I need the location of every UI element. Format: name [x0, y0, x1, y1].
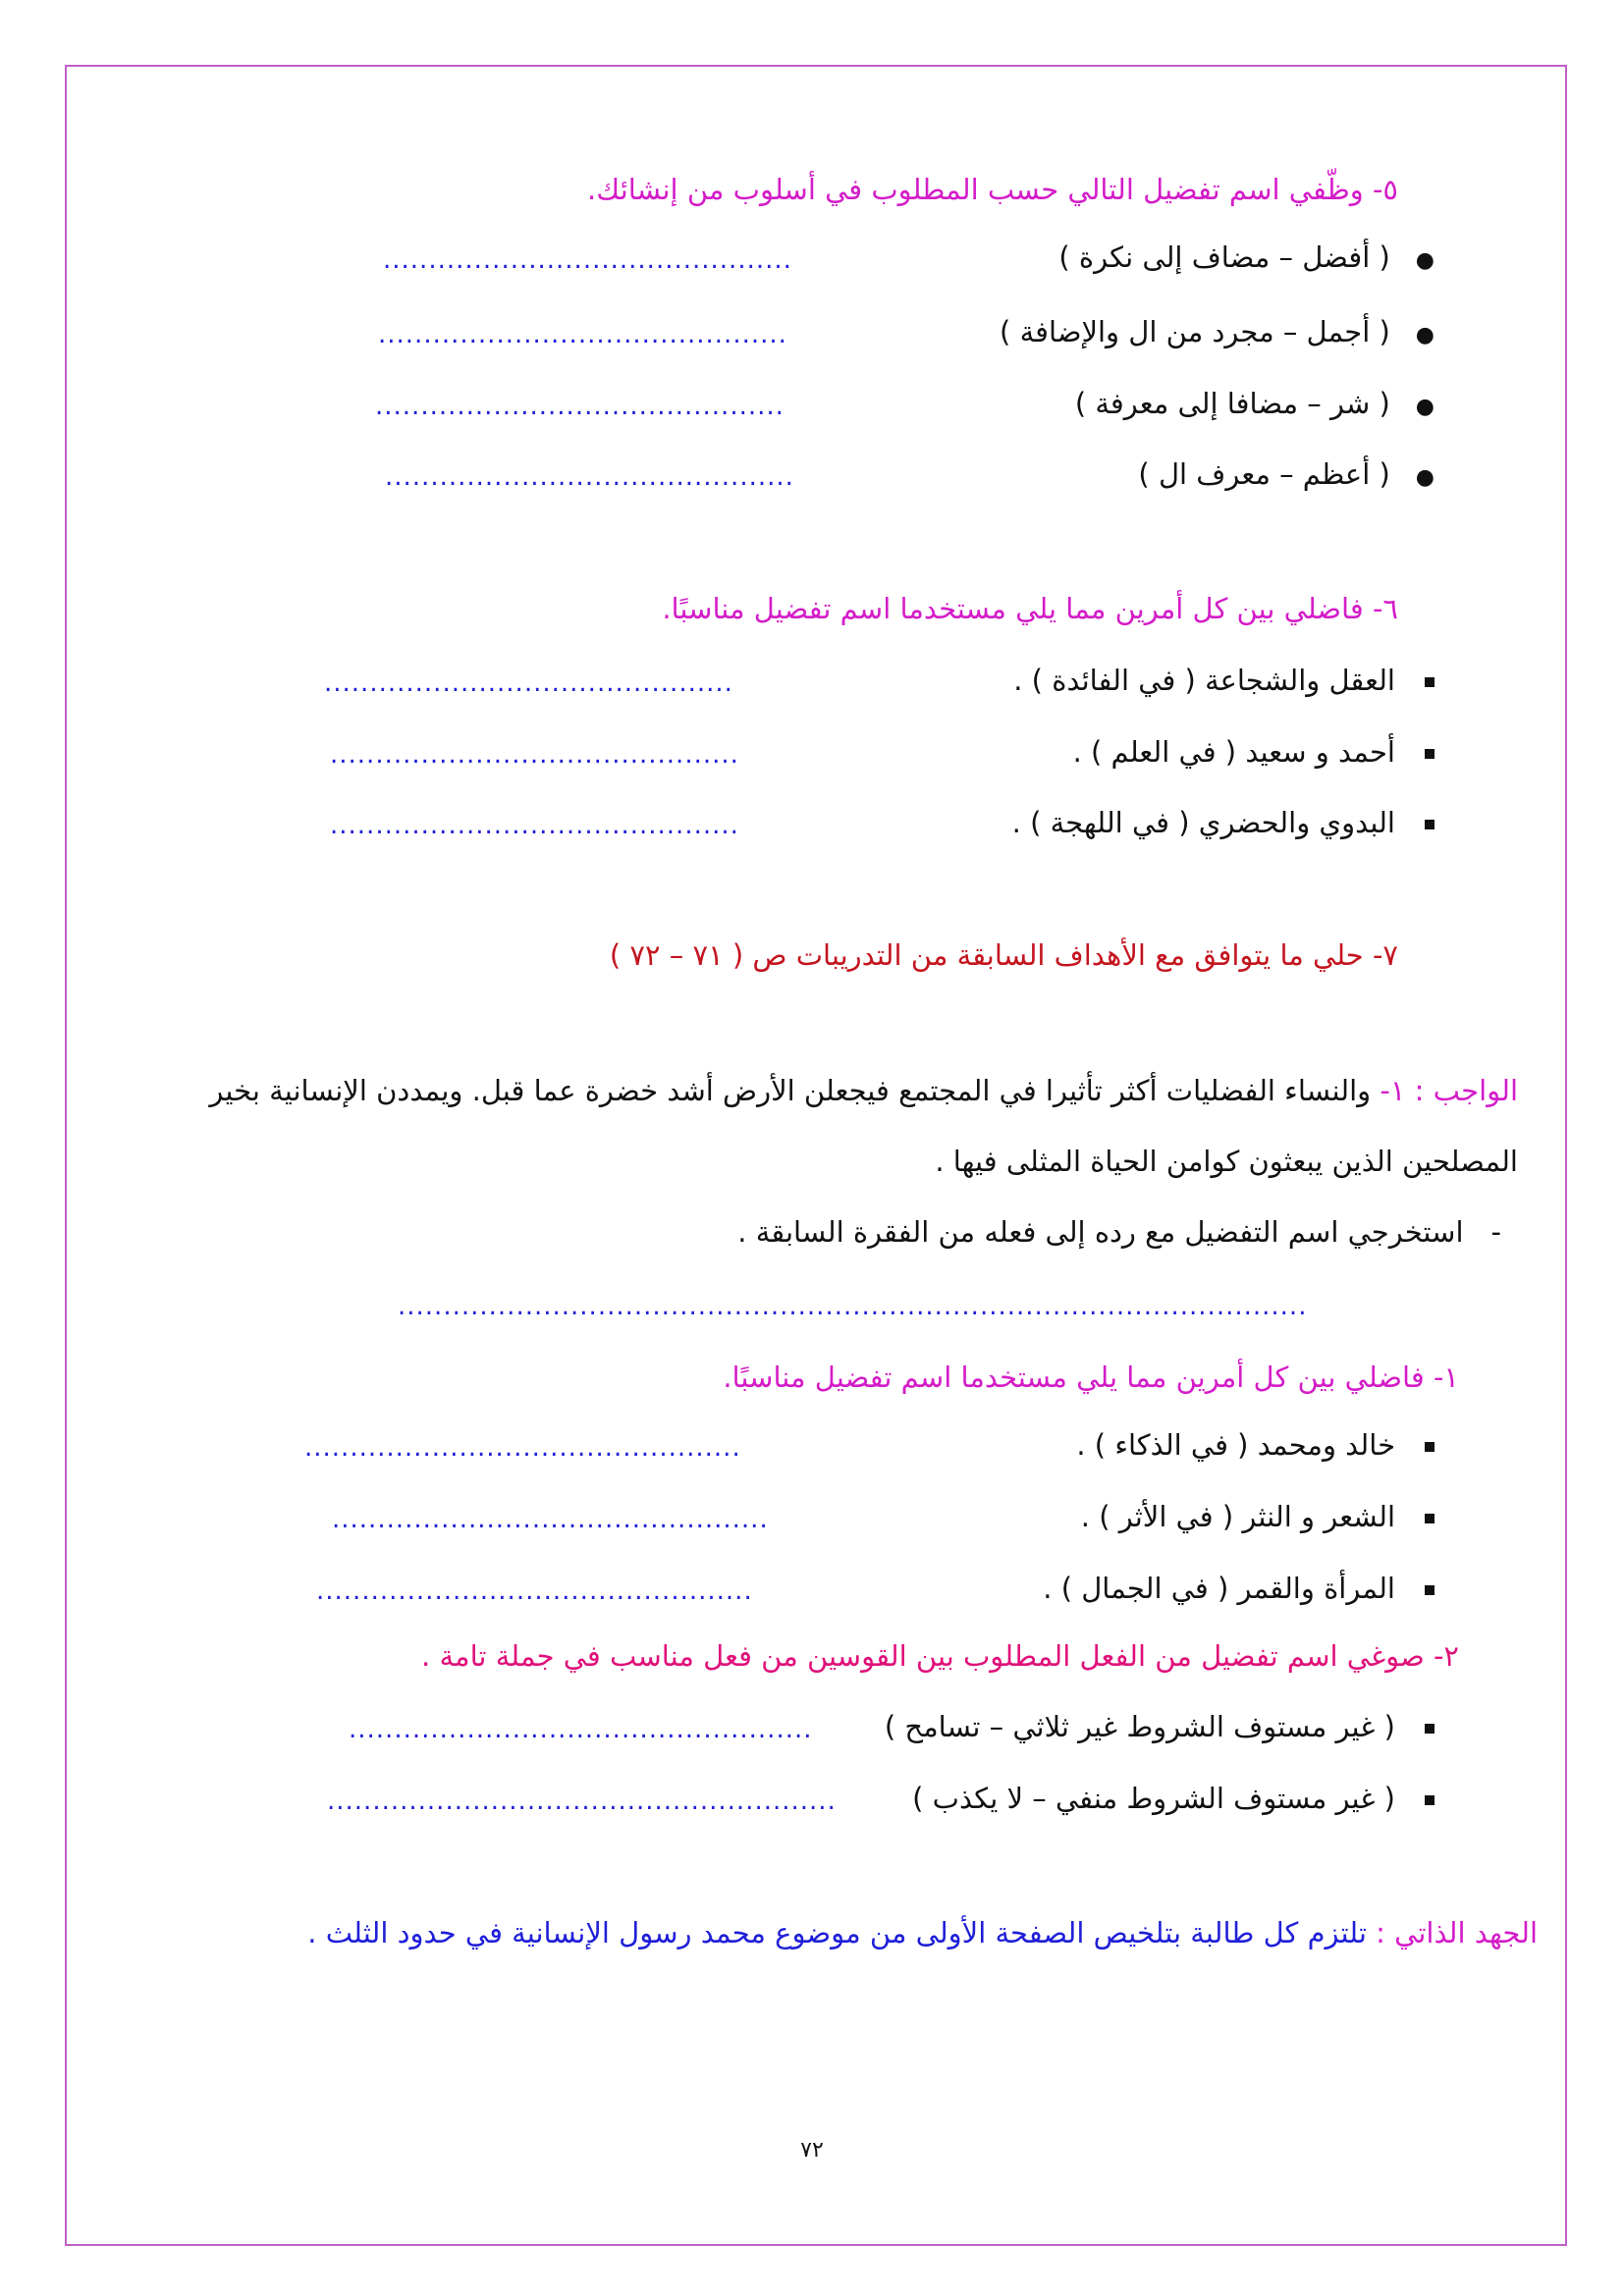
- self-effort: [307, 1916, 1538, 1949]
- bullet-icon: ●: [1415, 248, 1435, 273]
- hw1-item-1: [1076, 1428, 1435, 1462]
- hw2-item-1: [885, 1710, 1435, 1743]
- bullet-icon: ●: [1415, 395, 1435, 419]
- self-effort-text: تلتزم كل طالبة بتلخيص الصفحة الأولى من موضوع محمد رسول الإنسانية في حدود الثلث .: [307, 1916, 1367, 1949]
- self-effort-label: الجهد الذاتي :: [1376, 1916, 1538, 1949]
- hw2-item-2: [912, 1782, 1435, 1815]
- homework-task: [737, 1215, 1501, 1249]
- homework-number: ١-: [1380, 1074, 1406, 1107]
- q5-answer-line-3[interactable]: .............................................: [375, 392, 785, 421]
- square-bullet-icon: [1425, 677, 1435, 687]
- square-bullet-icon: [1425, 1795, 1435, 1805]
- q5-item-text: ( أعظم – معرف ال ): [1138, 457, 1390, 491]
- square-bullet-icon: [1425, 1724, 1435, 1734]
- bullet-icon: ●: [1415, 465, 1435, 490]
- homework-answer-line[interactable]: ....................................................................................................: [398, 1292, 1308, 1321]
- q5-item-3: [1075, 387, 1435, 420]
- q6-item-text: أحمد و سعيد ( في العلم ) .: [1072, 735, 1395, 769]
- hw1-item-text: المرأة والقمر ( في الجمال ) .: [1043, 1572, 1395, 1605]
- q5-item-1: [1058, 240, 1435, 274]
- homework-paragraph-2: المصلحين الذين يبعثون كوامن الحياة المثلى فيها .: [935, 1145, 1518, 1178]
- q5-item-2: [1000, 315, 1435, 348]
- q7-heading: ٧- حلي ما يتوافق مع الأهداف السابقة من التدريبات ص ( ٧١ – ٧٢ ): [609, 938, 1398, 972]
- hw2-item-text: ( غير مستوف الشروط منفي – لا يكذب ): [912, 1782, 1395, 1815]
- square-bullet-icon: [1425, 820, 1435, 829]
- hw1-answer-line-1[interactable]: ................................................: [304, 1433, 741, 1463]
- hw1-item-3: [1043, 1572, 1435, 1605]
- hw1-item-2: [1081, 1500, 1435, 1533]
- q6-item-3: [1012, 806, 1435, 839]
- q6-item-text: العقل والشجاعة ( في الفائدة ) .: [1013, 664, 1395, 697]
- q6-heading: ٦- فاضلي بين كل أمرين مما يلي مستخدما اسم تفضيل مناسبًا.: [662, 592, 1398, 625]
- q5-heading: ٥- وظّفي اسم تفضيل التالي حسب المطلوب في أسلوب من إنشائك.: [587, 173, 1398, 206]
- hw1-item-text: خالد ومحمد ( في الذكاء ) .: [1076, 1428, 1395, 1462]
- q5-answer-line-1[interactable]: .............................................: [383, 245, 792, 275]
- hw1-heading: ١- فاضلي بين كل أمرين مما يلي مستخدما اسم تفضيل مناسبًا.: [723, 1361, 1459, 1394]
- hw1-answer-line-2[interactable]: ................................................: [332, 1505, 769, 1534]
- homework-line-1: [209, 1074, 1518, 1107]
- q6-answer-line-1[interactable]: .............................................: [324, 668, 733, 698]
- q5-item-text: ( شر – مضافا إلى معرفة ): [1074, 387, 1390, 420]
- hw2-heading: ٢- صوغي اسم تفضيل من الفعل المطلوب بين القوسين من فعل مناسب في جملة تامة .: [421, 1639, 1459, 1673]
- hw2-item-text: ( غير مستوف الشروط غير ثلاثي – تسامح ): [884, 1710, 1395, 1743]
- q5-item-text: ( أجمل – مجرد من ال والإضافة ): [1000, 315, 1390, 348]
- hw1-answer-line-3[interactable]: ................................................: [316, 1576, 753, 1606]
- hw2-answer-line-1[interactable]: ...................................................: [349, 1715, 813, 1744]
- q6-answer-line-2[interactable]: .............................................: [330, 740, 739, 770]
- q6-item-text: البدوي والحضري ( في اللهجة ) .: [1011, 806, 1395, 839]
- q5-answer-line-2[interactable]: .............................................: [378, 320, 787, 349]
- homework-paragraph-1: والنساء الفضليات أكثر تأثيرا في المجتمع فيجعلن الأرض أشد خضرة عما قبل. ويمددن الإنسانية بخير: [209, 1074, 1372, 1107]
- q6-answer-line-3[interactable]: .............................................: [330, 811, 739, 840]
- hw2-answer-line-2[interactable]: ........................................................: [327, 1787, 837, 1816]
- q5-item-4: [1138, 457, 1435, 491]
- dash-bullet: -: [1490, 1215, 1501, 1249]
- square-bullet-icon: [1425, 1442, 1435, 1452]
- q6-item-1: [1013, 664, 1435, 697]
- homework-task-text: استخرجي اسم التفضيل مع رده إلى فعله من الفقرة السابقة .: [737, 1215, 1464, 1249]
- square-bullet-icon: [1425, 749, 1435, 759]
- square-bullet-icon: [1425, 1585, 1435, 1595]
- bullet-icon: ●: [1415, 323, 1435, 347]
- q5-answer-line-4[interactable]: .............................................: [385, 462, 794, 492]
- page-number: ٧٢: [800, 2138, 824, 2163]
- q5-item-text: ( أفضل – مضاف إلى نكرة ): [1058, 240, 1390, 274]
- q6-item-2: [1073, 735, 1435, 769]
- homework-label: الواجب :: [1414, 1074, 1518, 1107]
- square-bullet-icon: [1425, 1514, 1435, 1523]
- hw1-item-text: الشعر و النثر ( في الأثر ) .: [1080, 1500, 1395, 1533]
